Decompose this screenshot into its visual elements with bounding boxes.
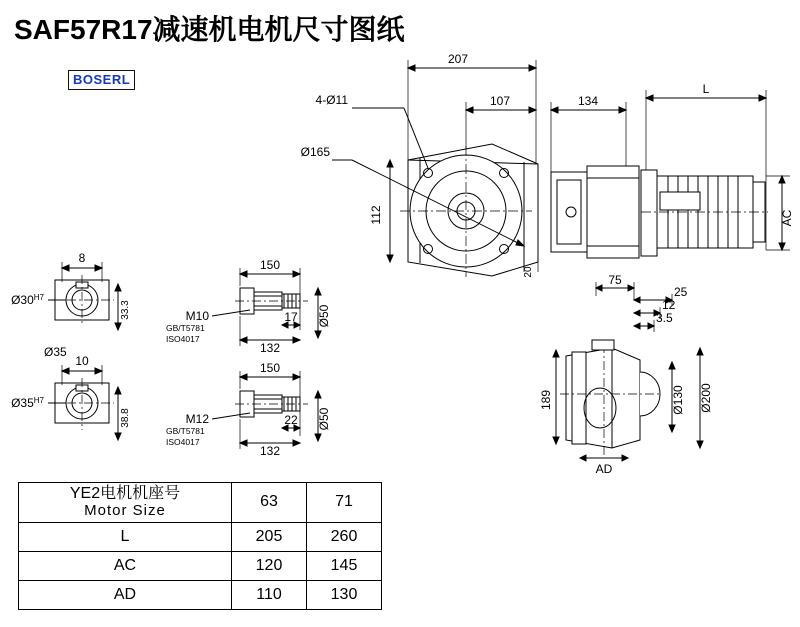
page-title: SAF57R17减速机电机尺寸图纸 bbox=[14, 14, 405, 45]
dim-132-upper: 132 bbox=[259, 341, 281, 355]
dim-D50-lower: Ø50 bbox=[317, 407, 331, 431]
dim-107: 107 bbox=[489, 94, 511, 108]
row-L-col-63: 205 bbox=[232, 522, 307, 551]
label-iso4017-lower: ISO4017 bbox=[166, 437, 200, 447]
row-AD-col-71: 130 bbox=[307, 580, 382, 609]
dim-D35: Ø35 bbox=[44, 345, 67, 359]
table-row bbox=[19, 522, 382, 551]
dim-D200: Ø200 bbox=[699, 383, 713, 413]
label-M10: M10 bbox=[185, 309, 209, 323]
dim-189: 189 bbox=[539, 389, 553, 411]
dim-150-lower: 150 bbox=[259, 361, 281, 375]
row-label-L: L bbox=[19, 522, 232, 551]
label-gbt5781-upper: GB/T5781 bbox=[166, 323, 205, 333]
label-M12: M12 bbox=[185, 412, 209, 426]
dim-D130: Ø130 bbox=[671, 385, 685, 415]
dim-25: 25 bbox=[674, 285, 688, 299]
dim-D50-upper: Ø50 bbox=[317, 304, 331, 328]
dim-4xD11: 4-Ø11 bbox=[315, 93, 348, 107]
dim-D165: Ø165 bbox=[300, 145, 330, 159]
row-AD-col-63: 110 bbox=[232, 580, 307, 609]
table-row bbox=[19, 580, 382, 609]
dim-134: 134 bbox=[577, 94, 599, 108]
table-row bbox=[19, 551, 382, 580]
dim-112: 112 bbox=[369, 205, 383, 225]
dim-22: 22 bbox=[284, 413, 298, 427]
dim-12: 12 bbox=[662, 298, 676, 312]
table-row-header bbox=[19, 483, 382, 523]
table-header-label-cn: YE2电机机座号 bbox=[69, 485, 181, 502]
row-AC-col-71: 145 bbox=[307, 551, 382, 580]
row-label-AD: AD bbox=[19, 580, 232, 609]
dim-150-upper: 150 bbox=[259, 258, 281, 272]
table-header-col-1: 63 bbox=[232, 483, 307, 523]
dim-D30H7: $Ø30^{H7}$ bbox=[11, 293, 44, 307]
dim-75: 75 bbox=[608, 273, 622, 287]
label-gbt5781-lower: GB/T5781 bbox=[166, 426, 205, 436]
dim-207: 207 bbox=[447, 52, 469, 66]
dim-33-3: 33.3 bbox=[120, 300, 131, 320]
dim-132-lower: 132 bbox=[259, 444, 281, 458]
table-header-label-en: Motor Size bbox=[84, 501, 166, 519]
dim-L: L bbox=[702, 82, 710, 96]
dim-38-8: 38.8 bbox=[120, 408, 131, 428]
dim-3-5: 3.5 bbox=[656, 311, 673, 325]
dim-10: 10 bbox=[75, 354, 89, 368]
motor-size-table bbox=[18, 482, 382, 610]
dim-D35H7: $Ø35^{H7}$ bbox=[11, 396, 44, 410]
row-L-col-71: 260 bbox=[307, 522, 382, 551]
dim-AD: AD bbox=[595, 462, 613, 476]
table-header-label bbox=[19, 483, 232, 523]
table-header-col-2: 71 bbox=[307, 483, 382, 523]
label-iso4017-upper: ISO4017 bbox=[166, 334, 200, 344]
dim-8: 8 bbox=[78, 251, 86, 265]
dim-20: 20 bbox=[523, 266, 534, 278]
dim-17: 17 bbox=[284, 310, 298, 324]
row-label-AC: AC bbox=[19, 551, 232, 580]
dim-AC: AC bbox=[780, 209, 794, 227]
row-AC-col-63: 120 bbox=[232, 551, 307, 580]
brand-logo: BOSERL bbox=[68, 70, 135, 90]
